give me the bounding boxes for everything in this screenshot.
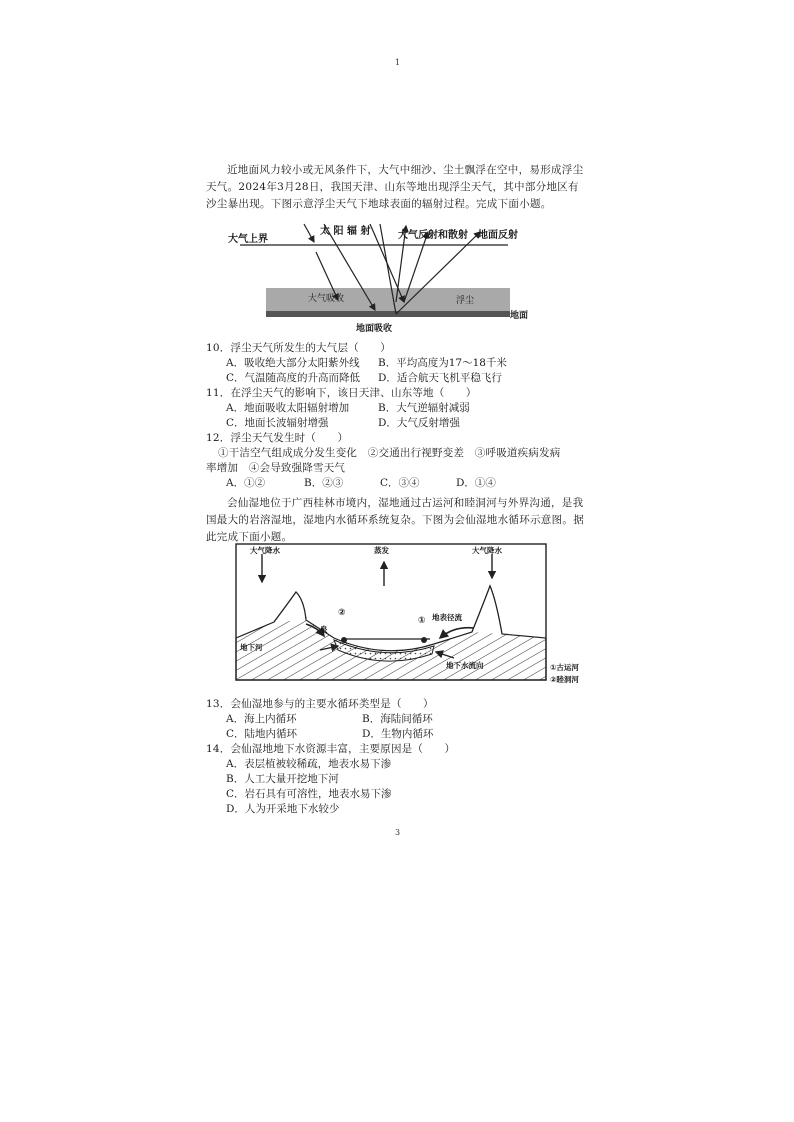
question-11-option-c[interactable]: C．地面长波辐射增强 (226, 417, 329, 429)
question-12-stem: 12．浮尘天气发生时（ ） (206, 432, 349, 444)
label-ground: 地面 (510, 311, 529, 321)
label-evaporation: 蒸发 (374, 546, 389, 555)
question-13-stem: 13．会仙湿地参与的主要水循环类型是（ ） (206, 698, 434, 710)
label-underground-flow: 地下水流向 (446, 661, 484, 670)
question-11-stem: 11．在浮尘天气的影响下，该日天津、山东等地（ ） (206, 387, 477, 399)
label-marker-1: ① (418, 616, 426, 626)
question-12-option-c[interactable]: C．③④ (380, 477, 420, 489)
question-10-stem: 10．浮尘天气所发生的大气层（ ） (206, 342, 391, 354)
label-ground-reflect: 地面反射 (478, 230, 518, 241)
marker-ancient-canal (421, 637, 427, 643)
wetland-water-cycle-diagram (234, 542, 598, 692)
label-solar-radiation: 太 阳 辐 射 (320, 226, 371, 237)
question-14-option-d[interactable]: D．人为开采地下水较少 (226, 803, 340, 815)
question-12-option-a[interactable]: A．①② (226, 477, 266, 489)
passage-dust-weather: 近地面风力较小或无风条件下，大气中细沙、尘土飘浮在空中，易形成浮尘天气。2024年3月28日，我国天津、山东等地出现浮尘天气，其中部分地区有沙尘暴出现。下图示意浮尘天气下地球表面的辐射过程。完成下面小题。 (206, 164, 584, 210)
question-12-statements-line2: 率增加 ④会导致强降雪天气 (206, 462, 346, 474)
legend-mudong-river: ②睦洞河 (550, 675, 579, 684)
label-atmosphere-absorb: 大气吸收 (308, 294, 345, 304)
question-14-option-b[interactable]: B．人工大量开挖地下河 (226, 773, 339, 785)
question-13-option-c[interactable]: C．陆地内循环 (226, 728, 298, 740)
ground-surface-band (266, 311, 510, 317)
question-14-stem: 14．会仙湿地地下水资源丰富，主要原因是（ ） (206, 743, 456, 755)
label-reflect-scatter: 大气反射和散射 (398, 230, 468, 241)
question-12-option-b[interactable]: B．②③ (304, 477, 344, 489)
question-11-option-d[interactable]: D．大气反射增强 (378, 417, 460, 429)
label-spring: 泉 (320, 625, 328, 634)
legend-ancient-canal: ①古运河 (550, 663, 579, 672)
question-10-option-c[interactable]: C．气温随高度的升高而降低 (226, 372, 361, 384)
question-13-option-b[interactable]: B．海陆间循环 (362, 713, 433, 725)
label-dust: 浮尘 (456, 296, 475, 306)
question-12-statements-line1: ①干洁空气组成成分发生变化 ②交通出行视野变差 ③呼吸道疾病发病 (218, 447, 561, 459)
passage-huixian-wetland: 会仙湿地位于广西桂林市境内，湿地通过古运河和睦洞河与外界沟通，是我国最大的岩溶湿地，湿地内水循环系统复杂。下图为会仙湿地水循环示意图。据此完成下面小题。 (206, 497, 584, 543)
marker-mudong-river (341, 637, 347, 643)
label-rain-left: 大气降水 (250, 546, 280, 555)
question-11-option-a[interactable]: A．地面吸收太阳辐射增加 (226, 402, 350, 414)
question-10-option-a[interactable]: A．吸收绝大部分太阳紫外线 (226, 357, 360, 369)
page-number-top: 1 (395, 58, 401, 67)
question-14-option-a[interactable]: A．表层植被较稀疏，地表水易下渗 (226, 758, 392, 770)
radiation-diagram (220, 218, 540, 336)
label-rain-right: 大气降水 (472, 546, 502, 555)
label-surface-runoff: 地表径流 (432, 613, 462, 622)
question-12-option-d[interactable]: D．①④ (456, 477, 496, 489)
question-13-option-a[interactable]: A．海上内循环 (226, 713, 297, 725)
page-number-bottom: 3 (395, 828, 401, 837)
wetland-diagram-svg (234, 542, 598, 692)
question-10-option-b[interactable]: B．平均高度为17～18千米 (378, 357, 507, 369)
label-marker-2: ② (338, 608, 346, 618)
label-underground-river: 地下河 (240, 643, 263, 652)
question-10-option-d[interactable]: D．适合航天飞机平稳飞行 (378, 372, 502, 384)
label-ground-absorb: 地面吸收 (356, 324, 393, 334)
question-13-option-d[interactable]: D．生物内循环 (362, 728, 434, 740)
label-upper-atmosphere: 大气上界 (228, 234, 268, 245)
question-11-option-b[interactable]: B．大气逆辐射减弱 (378, 402, 470, 414)
question-14-option-c[interactable]: C．岩石具有可溶性，地表水易下渗 (226, 788, 392, 800)
